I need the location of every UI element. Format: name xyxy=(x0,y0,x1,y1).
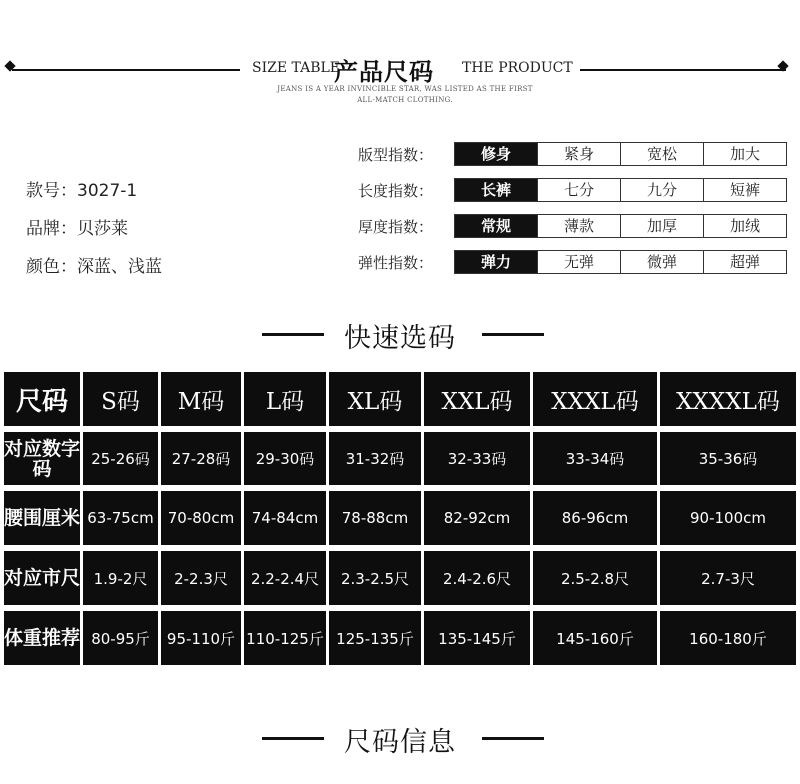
quick-select-title: 快速选码 xyxy=(344,323,456,354)
table-cell: 29-30码 xyxy=(244,432,326,485)
elasticity-option-super: 超弹 xyxy=(703,251,786,273)
header-cell-xxxl: XXXL码 xyxy=(533,372,657,426)
table-cell: 2.5-2.8尺 xyxy=(533,551,657,605)
table-cell: 74-84cm xyxy=(244,491,326,545)
style-number: 款号：3027-1 xyxy=(26,181,138,201)
table-row xyxy=(4,611,796,665)
table-row xyxy=(4,551,796,605)
table-cell: 32-33码 xyxy=(424,432,530,485)
elasticity-index-row xyxy=(358,250,787,274)
table-cell: 31-32码 xyxy=(329,432,421,485)
elasticity-option-slight: 微弹 xyxy=(620,251,703,273)
header-cell-m: M码 xyxy=(161,372,241,426)
size-table xyxy=(4,372,796,665)
table-cell: 82-92cm xyxy=(424,491,530,545)
length-index-row xyxy=(358,178,787,202)
table-cell: 2.2-2.4尺 xyxy=(244,551,326,605)
size-table-header xyxy=(4,372,796,426)
banner-title: 产品尺码 xyxy=(334,58,434,86)
table-cell: 27-28码 xyxy=(161,432,241,485)
table-cell: 80-95斤 xyxy=(83,611,158,665)
banner-subtitle-line2: ALL-MATCH CLOTHING. xyxy=(357,96,453,104)
thickness-index-row xyxy=(358,214,787,238)
table-cell: 2.7-3尺 xyxy=(660,551,796,605)
size-info-heading xyxy=(0,718,800,758)
thickness-option-thick: 加厚 xyxy=(620,215,703,237)
table-cell: 25-26码 xyxy=(83,432,158,485)
table-cell: 86-96cm xyxy=(533,491,657,545)
table-cell: 2-2.3尺 xyxy=(161,551,241,605)
header-cell-xl: XL码 xyxy=(329,372,421,426)
heading-left-bar xyxy=(262,737,324,740)
length-option-seven: 七分 xyxy=(537,179,620,201)
table-cell: 145-160斤 xyxy=(533,611,657,665)
fit-option-tight: 紧身 xyxy=(537,143,620,165)
row-label-number-size: 对应数字码 xyxy=(4,432,80,485)
right-rule xyxy=(580,69,786,71)
size-info-title: 尺码信息 xyxy=(344,727,456,758)
table-row xyxy=(4,432,796,485)
header-banner xyxy=(0,52,800,112)
elasticity-index-label: 弹性指数： xyxy=(358,253,434,272)
banner-subtitle-line1: JEANS IS A YEAR INVINCIBLE STAR, WAS LISTED AS THE FIRST xyxy=(277,85,533,93)
product-info xyxy=(26,176,162,290)
header-cell-s: S码 xyxy=(83,372,158,426)
table-cell: 1.9-2尺 xyxy=(83,551,158,605)
banner-en-left: SIZE TABLE xyxy=(252,60,341,76)
table-cell: 95-110斤 xyxy=(161,611,241,665)
row-label-chinese-chi: 对应市尺 xyxy=(4,551,80,605)
heading-left-bar xyxy=(262,333,324,336)
header-cell-xxxxl: XXXXL码 xyxy=(660,372,796,426)
fit-option-plus: 加大 xyxy=(703,143,786,165)
elasticity-option-none: 无弹 xyxy=(537,251,620,273)
table-cell: 35-36码 xyxy=(660,432,796,485)
fit-index-row xyxy=(358,142,787,166)
fit-index-label: 版型指数： xyxy=(358,145,434,164)
banner-subtitle xyxy=(270,84,540,106)
color-options: 颜色：深蓝、浅蓝 xyxy=(26,257,162,277)
left-rule xyxy=(12,69,240,71)
table-cell: 2.3-2.5尺 xyxy=(329,551,421,605)
length-option-nine: 九分 xyxy=(620,179,703,201)
elasticity-option-stretch: 弹力 xyxy=(455,251,537,273)
table-cell: 2.4-2.6尺 xyxy=(424,551,530,605)
heading-right-bar xyxy=(482,737,544,740)
index-grid xyxy=(358,142,787,286)
fit-option-loose: 宽松 xyxy=(620,143,703,165)
table-cell: 78-88cm xyxy=(329,491,421,545)
length-index-label: 长度指数： xyxy=(358,181,434,200)
thickness-index-label: 厚度指数： xyxy=(358,217,434,236)
heading-right-bar xyxy=(482,333,544,336)
header-cell-l: L码 xyxy=(244,372,326,426)
row-label-weight: 体重推荐 xyxy=(4,611,80,665)
length-option-shorts: 短裤 xyxy=(703,179,786,201)
thickness-option-thin: 薄款 xyxy=(537,215,620,237)
table-cell: 70-80cm xyxy=(161,491,241,545)
table-cell: 110-125斤 xyxy=(244,611,326,665)
table-cell: 160-180斤 xyxy=(660,611,796,665)
length-option-full: 长裤 xyxy=(455,179,537,201)
thickness-option-regular: 常规 xyxy=(455,215,537,237)
table-cell: 33-34码 xyxy=(533,432,657,485)
table-cell: 90-100cm xyxy=(660,491,796,545)
banner-en-right: THE PRODUCT xyxy=(462,60,573,76)
header-cell-xxl: XXL码 xyxy=(424,372,530,426)
thickness-option-fleece: 加绒 xyxy=(703,215,786,237)
brand: 品牌：贝莎莱 xyxy=(26,219,128,239)
fit-option-slim: 修身 xyxy=(455,143,537,165)
table-cell: 63-75cm xyxy=(83,491,158,545)
table-row xyxy=(4,491,796,545)
row-label-waist-cm: 腰围厘米 xyxy=(4,491,80,545)
table-cell: 125-135斤 xyxy=(329,611,421,665)
quick-select-heading xyxy=(0,314,800,354)
table-cell: 135-145斤 xyxy=(424,611,530,665)
header-cell-size: 尺码 xyxy=(4,372,80,426)
